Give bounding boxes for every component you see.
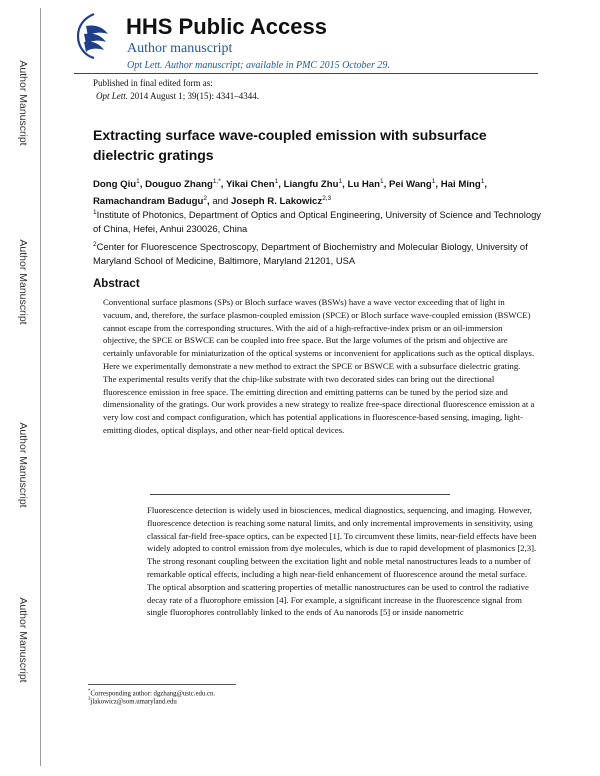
- hhs-eagle-logo: [74, 12, 114, 60]
- publication-citation: Opt Lett. 2014 August 1; 39(15): 4341–4344.: [96, 91, 260, 101]
- affiliation-2: $^2$Center for Fluorescence Spectroscopy, Department of Biochemistry and Molecular Biology, University of Maryland School of Medicine, Baltimore, Maryland 21201, USA: [93, 241, 528, 267]
- author-list: Dong Qiu$^1$, Douguo Zhang$^{1,*}$, Yikai Chen$^1$, Liangfu Zhu$^1$, Lu Han$^1$, Pei Wang$^1$, Hai Ming$^1$, Ramachandram Badugu$^2$, and Joseph R. Lakowicz$^{2,3}$: [93, 178, 488, 208]
- sidebar-label-3: Author Manuscript: [17, 422, 29, 508]
- header-journal-line: Opt Lett. Author manuscript; available in PMC 2015 October 29.: [127, 60, 390, 71]
- publication-note: Published in final edited form as:: [93, 78, 213, 88]
- affiliation-1: $^1$Institute of Photonics, Department of Optics and Optical Engineering, University of Science and Technology of China, Hefei, Anhui 230026, China: [93, 209, 541, 235]
- article-title: Extracting surface wave-coupled emission with subsurface dielectric gratings: [93, 127, 487, 163]
- sidebar-divider: [40, 8, 41, 766]
- section-separator: [150, 494, 450, 495]
- sidebar-label-4: Author Manuscript: [17, 597, 29, 683]
- header-rule: [74, 73, 538, 74]
- abstract-heading: Abstract: [93, 278, 140, 290]
- sidebar-label-1: Author Manuscript: [17, 60, 29, 146]
- header-title: HHS Public Access: [126, 14, 327, 39]
- body-text: Fluorescence detection is widely used in biosciences, medical diagnostics, sequencing, and imaging. However, fluorescence detection is reaching some natural limits, and only incremental improvements in sensitivity, using classical far-field free-space optics, can be expected [1]. To circumvent these limits, near-field effects have been widely adopted to control emission from dye molecules, which is due to rapid development of plasmonics [2,3]. The strong resonant coupling between the excitation light and noble metal nanostructures leads to a number of remarkable optical effects, including a high near-field enhancement of fluorescence around the metal surface. The optical absorption and scattering properties of metallic nanostructures can be used to control the radiative decay rate of a fluorophore emission [4]. For example, a significant increase in the fluorescence signal from single fluorophores controllably linked to the ends of Au nanorods [5] or inside nanometric: [147, 505, 537, 618]
- footnote-email: $^3$jlakowicz@som.umaryland.edu: [88, 697, 177, 706]
- header-subtitle: Author manuscript: [127, 41, 233, 56]
- footnote-corresponding: *Corresponding author: dgzhang@ustc.edu.cn.: [88, 689, 216, 698]
- abstract-text: Conventional surface plasmons (SPs) or Bloch surface waves (BSWs) have a wave vector exceeding that of light in vacuum, and, therefore, the surface plasmon-coupled emission (SPCE) or Bloch surface wave-coupled emission (BSWCE) cannot escape from the corresponding structures. With the aid of a high-refractive-index prism or an oil-immersion objective, the SPCE or BSWCE can be coupled into free space. But the large volumes of the prism and objective are certainly unfavorable for miniaturization of the optical systems or inconvenient for applications such as the optical displays. Here we experimentally demonstrate a new method to extract the SPCE or BSWCE with a subsurface dielectric grating. The experimental results verify that the chip-like substrate with two decorated sides can bring out the directional fluorescence emission in free space. The emitting direction and emitting patterns can be tuned by the period size and dimensionality of the gratings. Our work provides a new strategy to realize free-space directional fluorescence emission at a very low cost and compact configuration, which has potential applications in fluorescence-based sensing, imaging, light-emitting diodes, optical displays, and other near-field optical devices.: [103, 297, 535, 435]
- sidebar-label-2: Author Manuscript: [17, 239, 29, 325]
- footnote-rule: [88, 684, 236, 685]
